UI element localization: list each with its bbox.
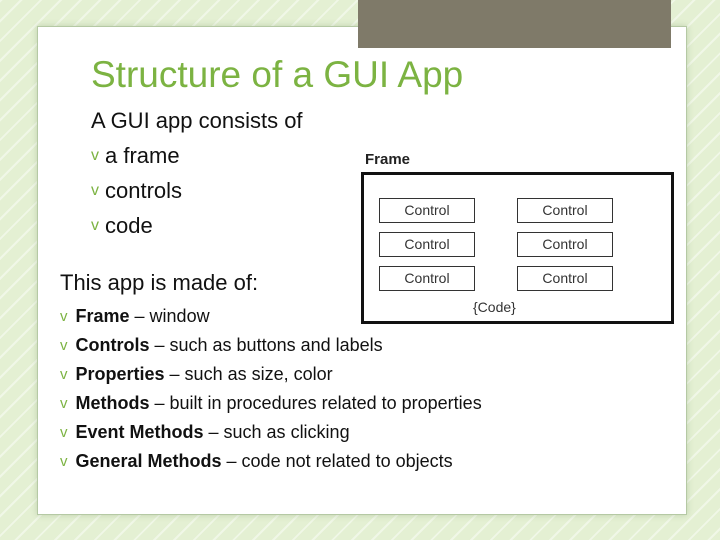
list-item-desc: – code not related to objects [221,451,453,471]
sub-list-item-text: code [105,213,153,238]
list-item-desc: – such as size, color [164,364,333,384]
sub-list-item [91,178,182,213]
intro-text: A GUI app consists of [91,108,303,133]
list-item-term: Methods [75,393,150,413]
sub-list-item-text: a frame [105,143,180,168]
main-bullet-list [60,302,482,476]
checkmark-v-icon: v [60,307,68,325]
checkmark-v-icon: v [91,217,99,234]
list-item-desc: – window [129,306,210,326]
checkmark-v-icon: v [60,452,68,470]
checkmark-v-icon: v [60,365,68,383]
list-item [60,418,482,447]
list-item [60,447,482,476]
diagram-control-box: Control [379,266,475,291]
list-item-term: General Methods [75,451,222,471]
checkmark-v-icon: v [60,423,68,441]
diagram-control-box: Control [379,232,475,257]
diagram-code-label: {Code} [473,299,516,315]
sub-list-item [91,143,182,178]
sub-list-item-text: controls [105,178,183,203]
slide-title: Structure of a GUI App [91,54,464,95]
list-item-term: Controls [75,335,150,355]
list-item-term: Event Methods [75,422,204,442]
checkmark-v-icon: v [60,336,68,354]
section-heading: This app is made of: [60,270,259,295]
sub-list-item [91,213,182,248]
list-item [60,389,482,418]
list-item [60,331,482,360]
checkmark-v-icon: v [91,147,99,164]
diagram-control-box: Control [379,198,475,223]
sub-bullet-list [91,143,182,248]
list-item-desc: – such as buttons and labels [149,335,383,355]
list-item-term: Frame [75,306,130,326]
decorative-top-bar [358,0,671,48]
list-item-term: Properties [75,364,165,384]
checkmark-v-icon: v [91,182,99,199]
checkmark-v-icon: v [60,394,68,412]
list-item-desc: – such as clicking [203,422,350,442]
diagram-frame-label: Frame [365,151,411,168]
diagram-control-box: Control [517,232,613,257]
diagram-control-box: Control [517,198,613,223]
list-item [60,360,482,389]
list-item-desc: – built in procedures related to properties [149,393,482,413]
diagram-control-box: Control [517,266,613,291]
